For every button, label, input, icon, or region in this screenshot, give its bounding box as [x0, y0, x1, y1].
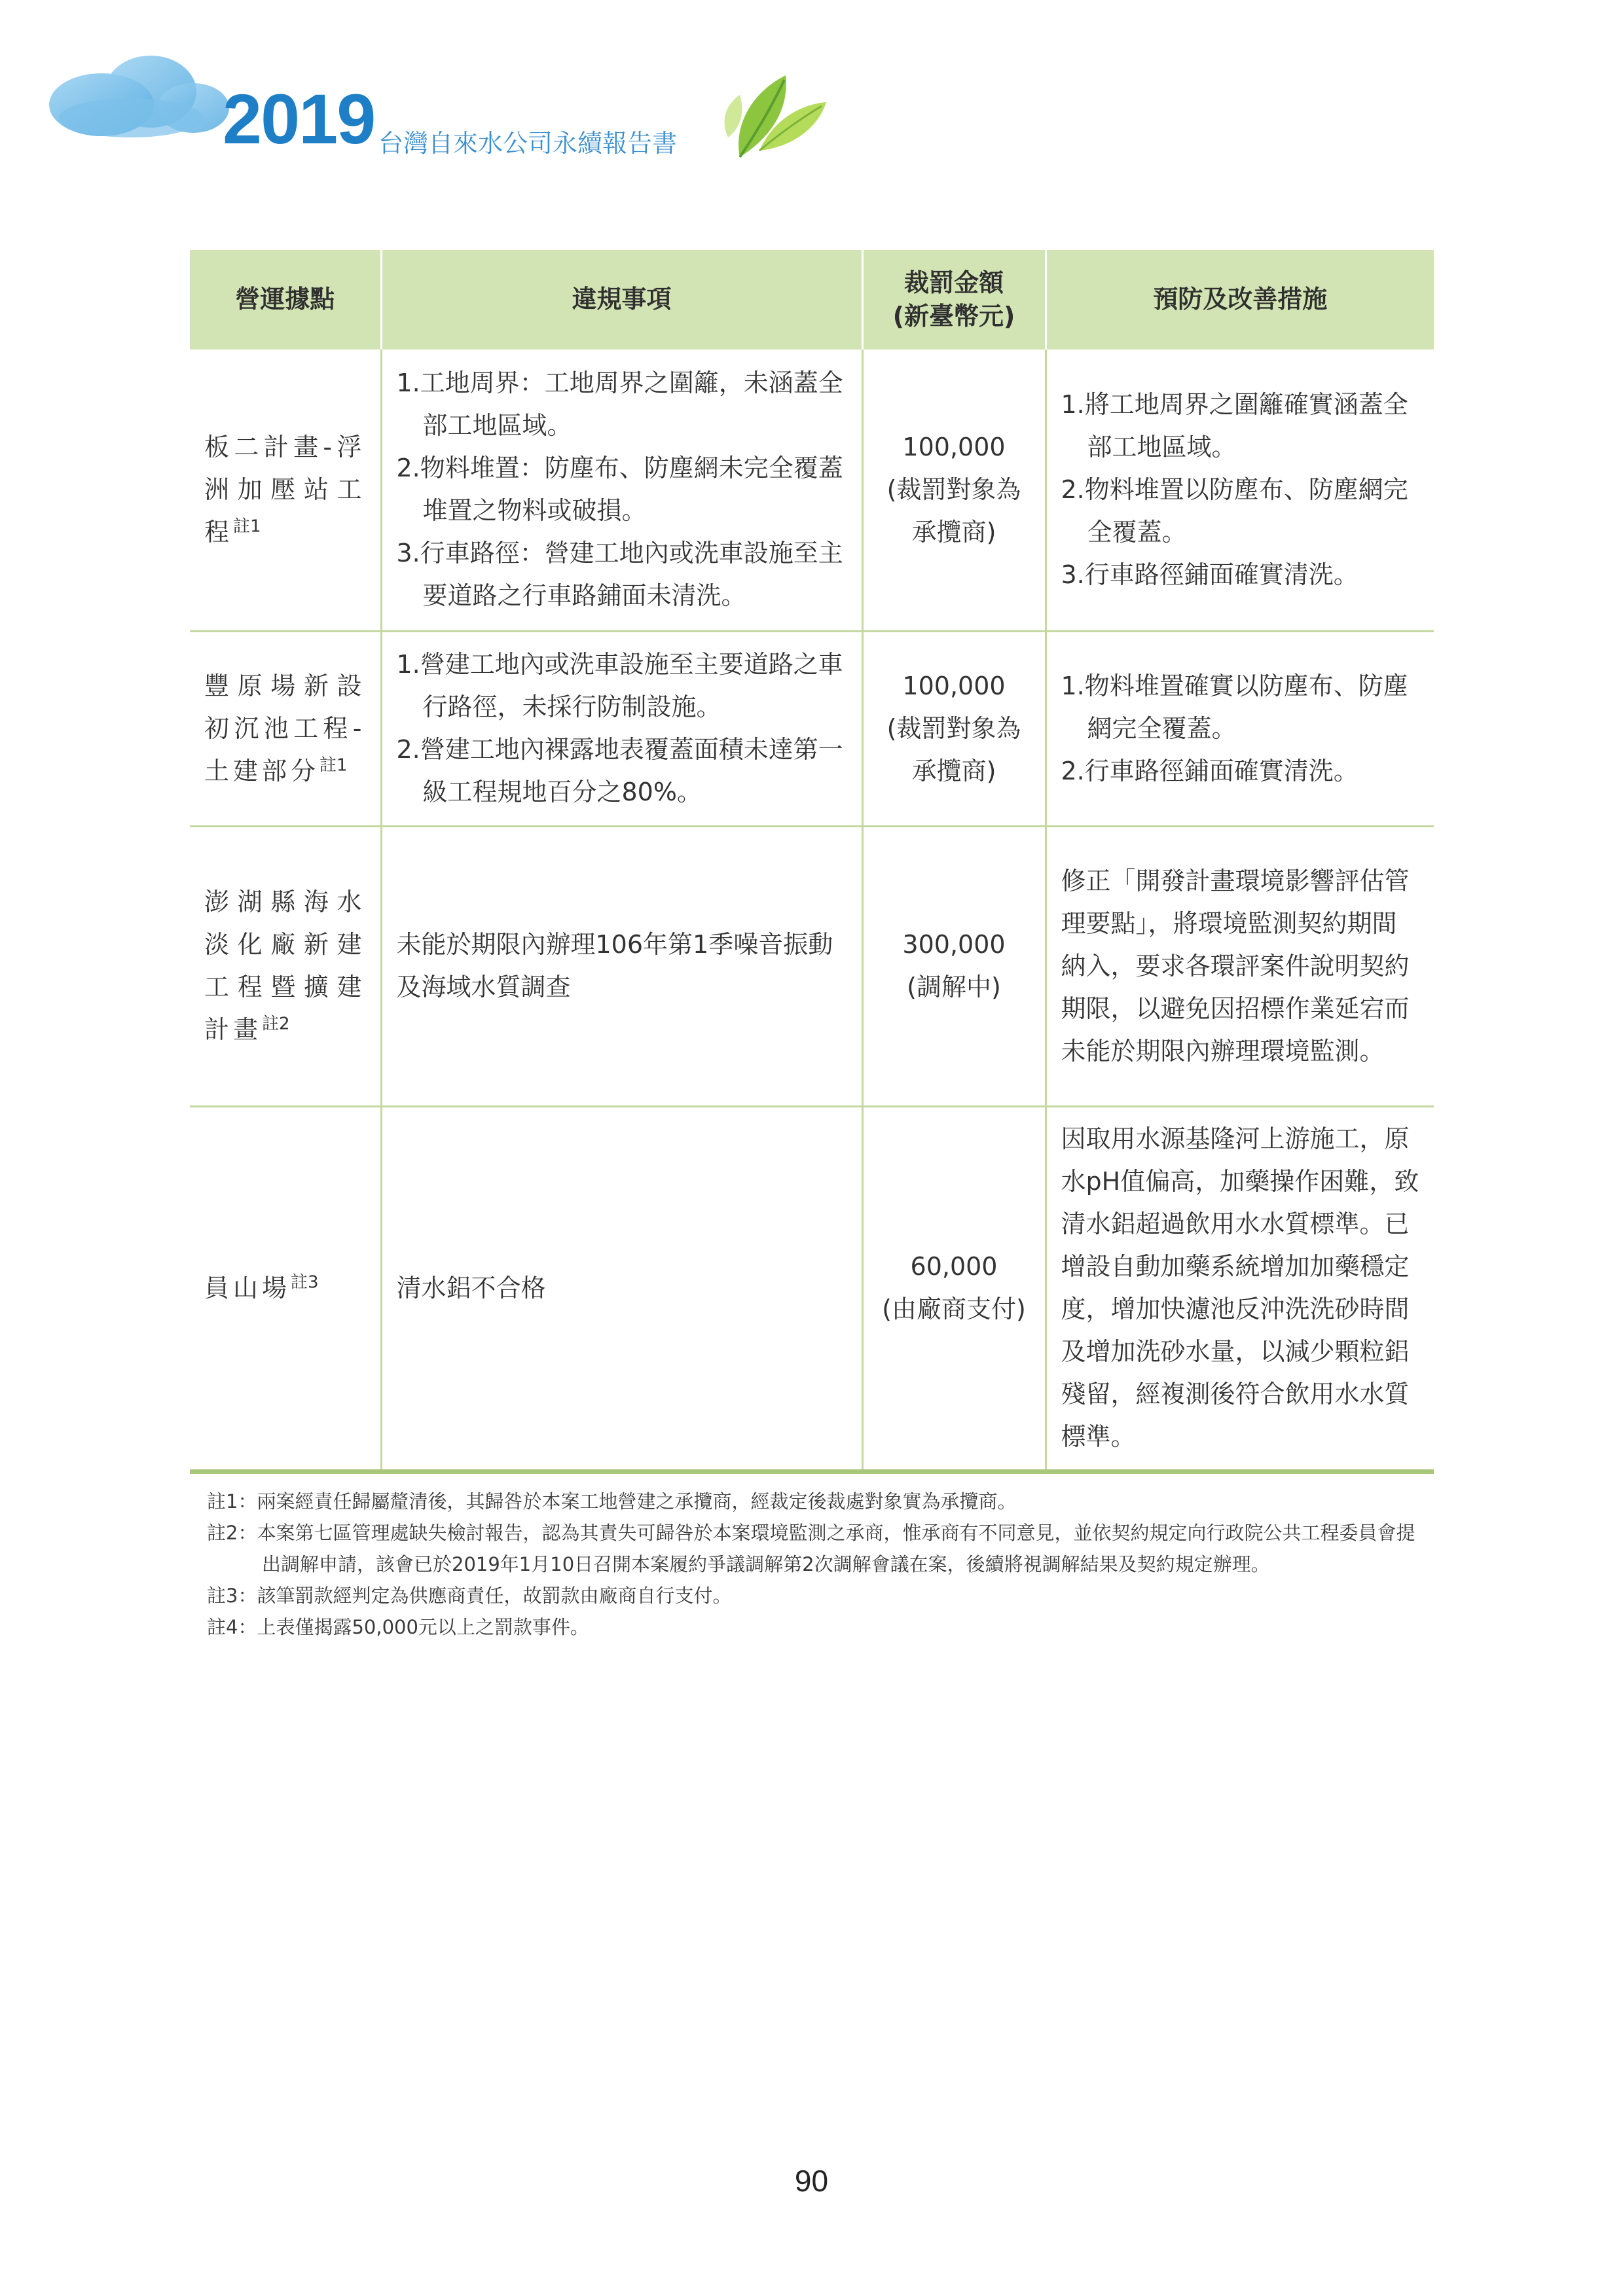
site-name: 澎湖縣海水淡化廠新建工程暨擴建計畫 [204, 888, 366, 1044]
measure-item: 3.行車路徑鋪面確實清洗。 [1061, 560, 1359, 589]
fine-amount: 100,000 [902, 671, 1006, 700]
report-header [0, 0, 1623, 196]
amount-cell [862, 350, 1046, 631]
measure-item: 2.行車路徑鋪面確實清洗。 [1061, 756, 1359, 785]
fine-amount-note: (調解中) [907, 973, 1001, 1001]
violation-text: 清水鋁不合格 [396, 1273, 546, 1302]
violation-item: 2.營建工地內裸露地表覆蓋面積未達第一級工程規地百分之80%。 [396, 735, 843, 806]
violation-item: 3.行車路徑：營建工地內或洗車設施至主要道路之行車路鋪面未清洗。 [396, 539, 843, 611]
violation-cell [381, 826, 862, 1106]
violation-item: 1.工地周界：工地周界之圍籬，未涵蓋全部工地區域。 [396, 368, 843, 440]
note-marker: 註1 [319, 755, 348, 775]
amount-cell [862, 1106, 1046, 1471]
site-name: 員山場 [204, 1273, 291, 1302]
header-site: 營運據點 [190, 250, 381, 350]
leaf-logo-icon [714, 59, 831, 164]
table-row [190, 1106, 1434, 1471]
fine-amount-note: (裁罰對象為 [886, 475, 1021, 504]
table-row [190, 826, 1434, 1106]
measure-text: 因取用水源基隆河上游施工，原水pH值偏高，加藥操作困難，致清水鋁超過飲用水水質標準。已增設自動加藥系統增加加藥穩定度，增加快濾池反沖洗洗砂時間及增加洗砂水量，以減少顆粒鋁殘留，經複測後符合飲用水水質標準。 [1061, 1124, 1419, 1451]
report-year: 2019 [223, 79, 375, 158]
measure-item: 1.將工地周界之圍籬確實涵蓋全部工地區域。 [1061, 389, 1408, 461]
fine-amount-note: (裁罰對象為 [886, 713, 1021, 743]
fine-amount: 60,000 [910, 1252, 998, 1281]
note-marker: 註2 [262, 1014, 290, 1034]
footnote: 註1：兩案經責任歸屬釐清後，其歸咎於本案工地營建之承攬商，經裁定後裁處對象實為承攬商。 [207, 1490, 1017, 1513]
fine-amount-note: 承攬商) [911, 756, 996, 785]
amount-cell [862, 631, 1046, 826]
header-fine-line1: 裁罰金額 [903, 268, 1004, 297]
site-cell [190, 631, 381, 826]
measures-cell [1046, 350, 1434, 631]
violation-cell [381, 350, 862, 631]
fine-amount: 300,000 [902, 930, 1006, 959]
note-marker: 註3 [291, 1272, 319, 1292]
fine-amount-note: (由廠商支付) [882, 1295, 1026, 1323]
fine-amount: 100,000 [902, 432, 1006, 461]
fine-amount-note: 承攬商) [911, 517, 996, 547]
header-violation: 違規事項 [381, 250, 862, 350]
header-fine-line2: (新臺幣元) [892, 302, 1015, 331]
table-row [190, 631, 1434, 826]
site-cell [190, 1106, 381, 1471]
fines-table-wrapper [190, 250, 1434, 1474]
report-title: 台灣自來水公司永續報告書 [378, 129, 678, 158]
cloud-logo-icon [39, 46, 236, 144]
measure-text: 修正「開發計畫環境影響評估管理要點」，將環境監測契約期間納入，要求各環評案件說明契約期限，以避免因招標作業延宕而未能於期限內辦理環境監測。 [1061, 866, 1410, 1066]
violation-item: 1.營建工地內或洗車設施至主要道路之車行路徑，未採行防制設施。 [396, 650, 843, 721]
site-name: 豐原場新設初沉池工程-土建部分 [204, 671, 366, 785]
site-cell [190, 350, 381, 631]
violation-text: 未能於期限內辦理106年第1季噪音振動及海域水質調查 [396, 930, 833, 1001]
footnote: 註4：上表僅揭露50,000元以上之罰款事件。 [207, 1616, 589, 1638]
header-fine [862, 250, 1046, 350]
environmental-fines-table [190, 250, 1434, 1474]
measure-item: 1.物料堆置確實以防塵布、防塵網完全覆蓋。 [1061, 671, 1408, 743]
table-footnotes [207, 1486, 1425, 1643]
header-measures: 預防及改善措施 [1046, 250, 1434, 350]
footnote: 註3：該筆罰款經判定為供應商責任，故罰款由廠商自行支付。 [207, 1585, 732, 1607]
measures-cell [1046, 826, 1434, 1106]
measures-cell [1046, 1106, 1434, 1471]
note-marker: 註1 [233, 516, 261, 537]
violation-cell [381, 631, 862, 826]
site-cell [190, 826, 381, 1106]
table-row [190, 350, 1434, 631]
measure-item: 2.物料堆置以防塵布、防塵網完全覆蓋。 [1061, 475, 1408, 547]
footnote: 註2：本案第七區管理處缺失檢討報告，認為其責失可歸咎於本案環境監測之承商，惟承商有不同意見，並依契約規定向行政院公共工程委員會提出調解申請，該會已於2019年1月10日召開本案履約爭議調解第2次調解會議在案，後續將視調解結果及契約規定辦理。 [207, 1522, 1415, 1575]
amount-cell [862, 826, 1046, 1106]
site-name: 板二計畫-浮洲加壓站工程 [204, 432, 366, 547]
measures-cell [1046, 631, 1434, 826]
violation-item: 2.物料堆置：防塵布、防塵網未完全覆蓋堆置之物料或破損。 [396, 454, 843, 526]
table-header-row [190, 250, 1434, 350]
page-number: 90 [794, 2164, 829, 2198]
violation-cell [381, 1106, 862, 1471]
